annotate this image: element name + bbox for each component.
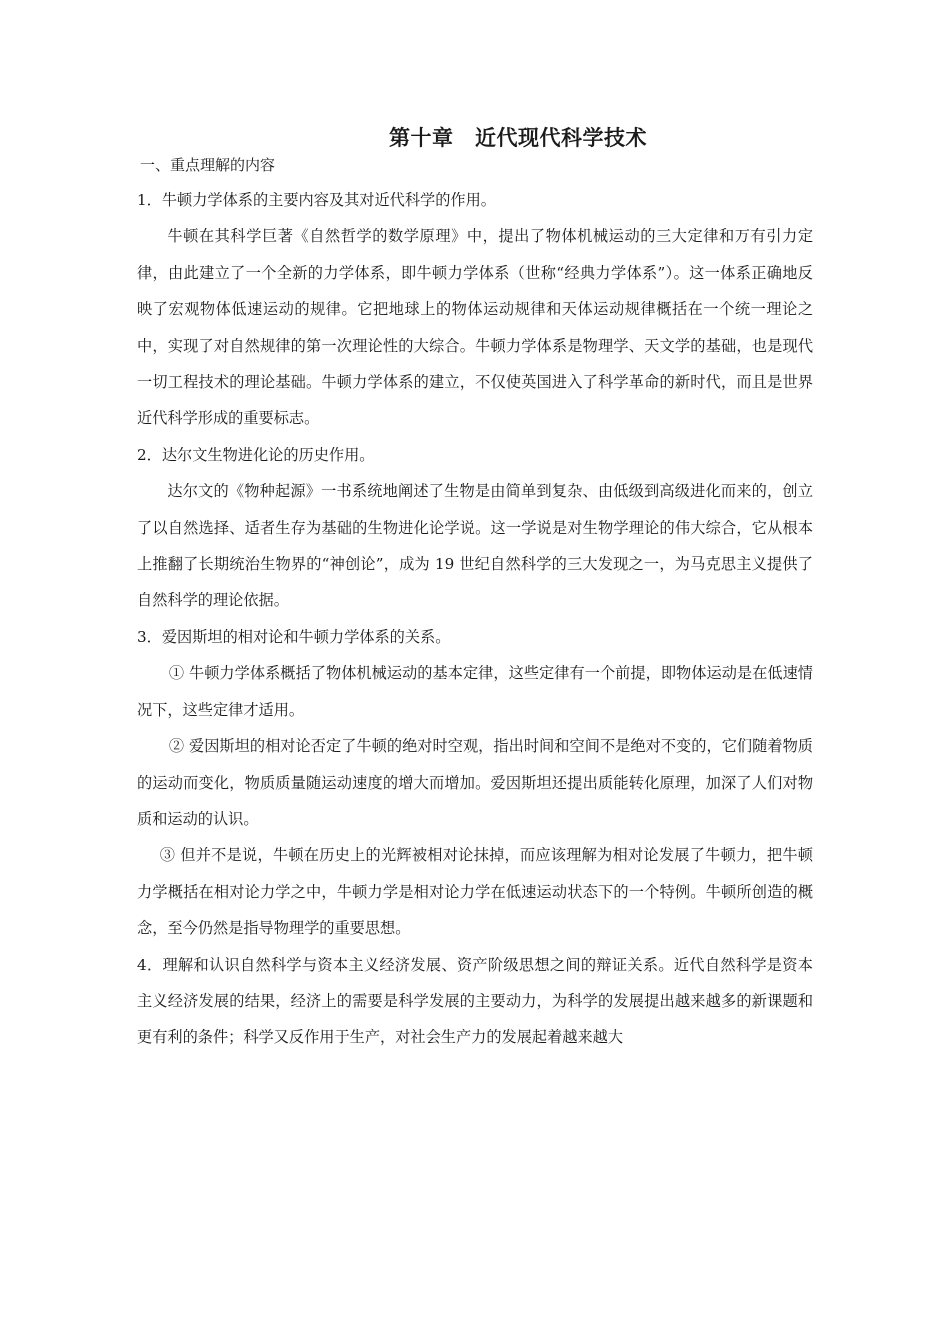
document-body [137,182,813,1056]
item-heading-2: 2．达尔文生物进化论的历史作用。 [137,445,375,464]
item-heading-3: 3．爱因斯坦的相对论和牛顿力学体系的关系。 [137,627,451,646]
chapter-title: 第十章 近代现代科学技术 [389,125,647,150]
paragraph-newton: 牛顿在其科学巨著《自然哲学的数学原理》中，提出了物体机械运动的三大定律和万有引力定律，由此建立了一个全新的力学体系，即牛顿力学体系（世称“经典力学体系”）。这一体系正确地反映了宏观物体低速运动的规律。它把地球上的物体运动规律和天体运动规律概括在一个统一理论之中，实现了对自然规律的第一次理论性的大综合。牛顿力学体系是物理学、天文学的基础，也是现代一切工程技术的理论基础。牛顿力学体系的建立，不仅使英国进入了科学革命的新时代，而且是世界近代科学形成的重要标志。 [137,227,813,428]
list-item-2: ② 爱因斯坦的相对论否定了牛顿的绝对时空观，指出时间和空间不是绝对不变的，它们随着物质的运动而变化，物质质量随运动速度的增大而增加。爱因斯坦还提出质能转化原理，加深了人们对物质和运动的认识。 [137,737,813,828]
item-heading-4: 4．理解和认识自然科学与资本主义经济发展、资产阶级思想之间的辩证关系。近代自然科学是资本主义经济发展的结果，经济上的需要是科学发展的主要动力，为科学的发展提出越来越多的新课题和更有利的条件；科学又反作用于生产，对社会生产力的发展起着越来越大 [137,955,813,1047]
list-item-3: ③ 但并不是说，牛顿在历史上的光辉被相对论抹掉，而应该理解为相对论发展了牛顿力，把牛顿力学概括在相对论力学之中，牛顿力学是相对论力学在低速运动状态下的一个特例。牛顿所创造的概念，至今仍然是指导物理学的重要思想。 [137,846,813,938]
section-heading: 一、重点理解的内容 [140,156,276,174]
list-item-1: ① 牛顿力学体系概括了物体机械运动的基本定律，这些定律有一个前提，即物体运动是在低速情况下，这些定律才适用。 [137,664,813,719]
paragraph-darwin: 达尔文的《物种起源》一书系统地阐述了生物是由简单到复杂、由低级到高级进化而来的，创立了以自然选择、适者生存为基础的生物进化论学说。这一学说是对生物学理论的伟大综合，它从根本上推翻了长期统治生物界的“神创论”，成为 19 世纪自然科学的三大发现之一，为马克思主义提供了自然科学的理论依据。 [137,482,813,610]
item-heading-1: 1．牛顿力学体系的主要内容及其对近代科学的作用。 [137,191,496,209]
